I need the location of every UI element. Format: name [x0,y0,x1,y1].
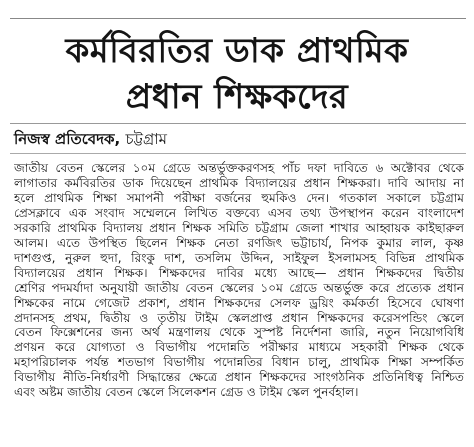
headline-line-2: প্রধান শিক্ষকদের [125,77,349,117]
article-body-line: প্রদানসহ প্রথম, দ্বিতীয় ও তৃতীয় টাইম স্কেলপ্রাপ্ত প্রধান শিক্ষকদের করেসপন্ডিং স্কেলে [14,310,464,325]
article-body-line: শ্রেণির পদমর্যাদা অনুযায়ী জাতীয় বেতন স্কেলের ১০ম গ্রেডে অন্তর্ভুক্ত করে প্রত্যেক প্রধান [14,280,464,295]
article-body-line: এবং অষ্টম জাতীয় বেতন স্কেলে সিলেকশন গ্রেড ও টাইম স্কেল পুনর্বহাল। [14,385,359,400]
article-body-line: বিদ্যালয়ের প্রধান শিক্ষক। শিক্ষকদের দাবির মধ্যে আছে— প্রধান শিক্ষকদের দ্বিতীয় [14,265,464,280]
headline-line-1: কর্মবিরতির ডাক প্রাথমিক [65,31,409,71]
article-body-line: আলম। এতে উপস্থিত ছিলেন শিক্ষক নেতা রণজিৎ ভট্টাচার্য, নিপক কুমার লাল, কৃষ্ণ [14,235,464,250]
article-body-line: প্রেসক্লাবে এক সংবাদ সম্মেলনে লিখিত বক্তব্যে এসব তথ্য উপস্থাপন করেন বাংলাদেশ [14,205,464,220]
article-body-line: বিভাগীয় নীতি-নির্ধারণী সিদ্ধান্তের ক্ষেত্রে প্রধান শিক্ষকদের সাংগঠনিক প্রতিনিধিত্ব নিশ্চিত [14,370,464,385]
byline-location: চট্টগ্রাম [125,130,167,148]
article-body-line: জাতীয় বেতন স্কেলের ১০ম গ্রেডে অন্তর্ভুক্তকরণসহ পাঁচ দফা দাবিতে ৬ অক্টোবর থেকে [14,161,464,175]
byline-reporter: নিজস্ব প্রতিবেদক, [14,130,121,148]
byline-divider [10,153,466,154]
article-body-line: শিক্ষকের নামে গেজেট প্রকাশ, প্রধান শিক্ষকদের সেলফ ড্রয়িং কর্মকর্তা হিসেবে ঘোষণা [14,295,464,310]
top-divider [10,18,466,19]
article-body-line: দাশগুপ্ত, নুরুল হুদা, রিংকু দাশ, তসলিম উদ্দিন, সাইফুল ইসলামসহ বিভিন্ন প্রাথমিক [14,250,464,265]
article-body-line: বেতন ফিক্সেশনের জন্য অর্থ মন্ত্রণালয় থেকে সুস্পষ্ট নির্দেশনা জারি, নতুন নিয়োগবিধি [14,325,464,340]
byline [14,129,167,149]
article-body-line: হলে প্রাথমিক শিক্ষা সমাপনী পরীক্ষা বর্জনের হুমকিও দেন। গতকাল সকালে চট্টগ্রাম [14,190,464,205]
article-body-line: লাগাতার কর্মবিরতির ডাক দিয়েছেন প্রাথমিক বিদ্যালয়ের প্রধান শিক্ষকরা। দাবি আদায় না [14,175,464,190]
article-body-line: প্রণয়ন করে যোগ্যতা ও বিভাগীয় পদোন্নতি পরীক্ষার মাধ্যমে সহকারী শিক্ষক থেকে [14,340,464,355]
article-body-line: সরকারি প্রাথমিক বিদ্যালয় প্রধান শিক্ষক সমিতি চট্টগ্রাম জেলা শাখার আহ্বায়ক কাইছারুল [14,220,464,235]
headline [0,28,474,120]
article-body-line: মহাপরিচালক পর্যন্ত শতভাগ বিভাগীয় পদোন্নতির বিধান চালু, প্রাথমিক শিক্ষা সম্পর্কিত [14,355,464,370]
article-body [14,161,464,443]
headline-divider [10,123,466,124]
